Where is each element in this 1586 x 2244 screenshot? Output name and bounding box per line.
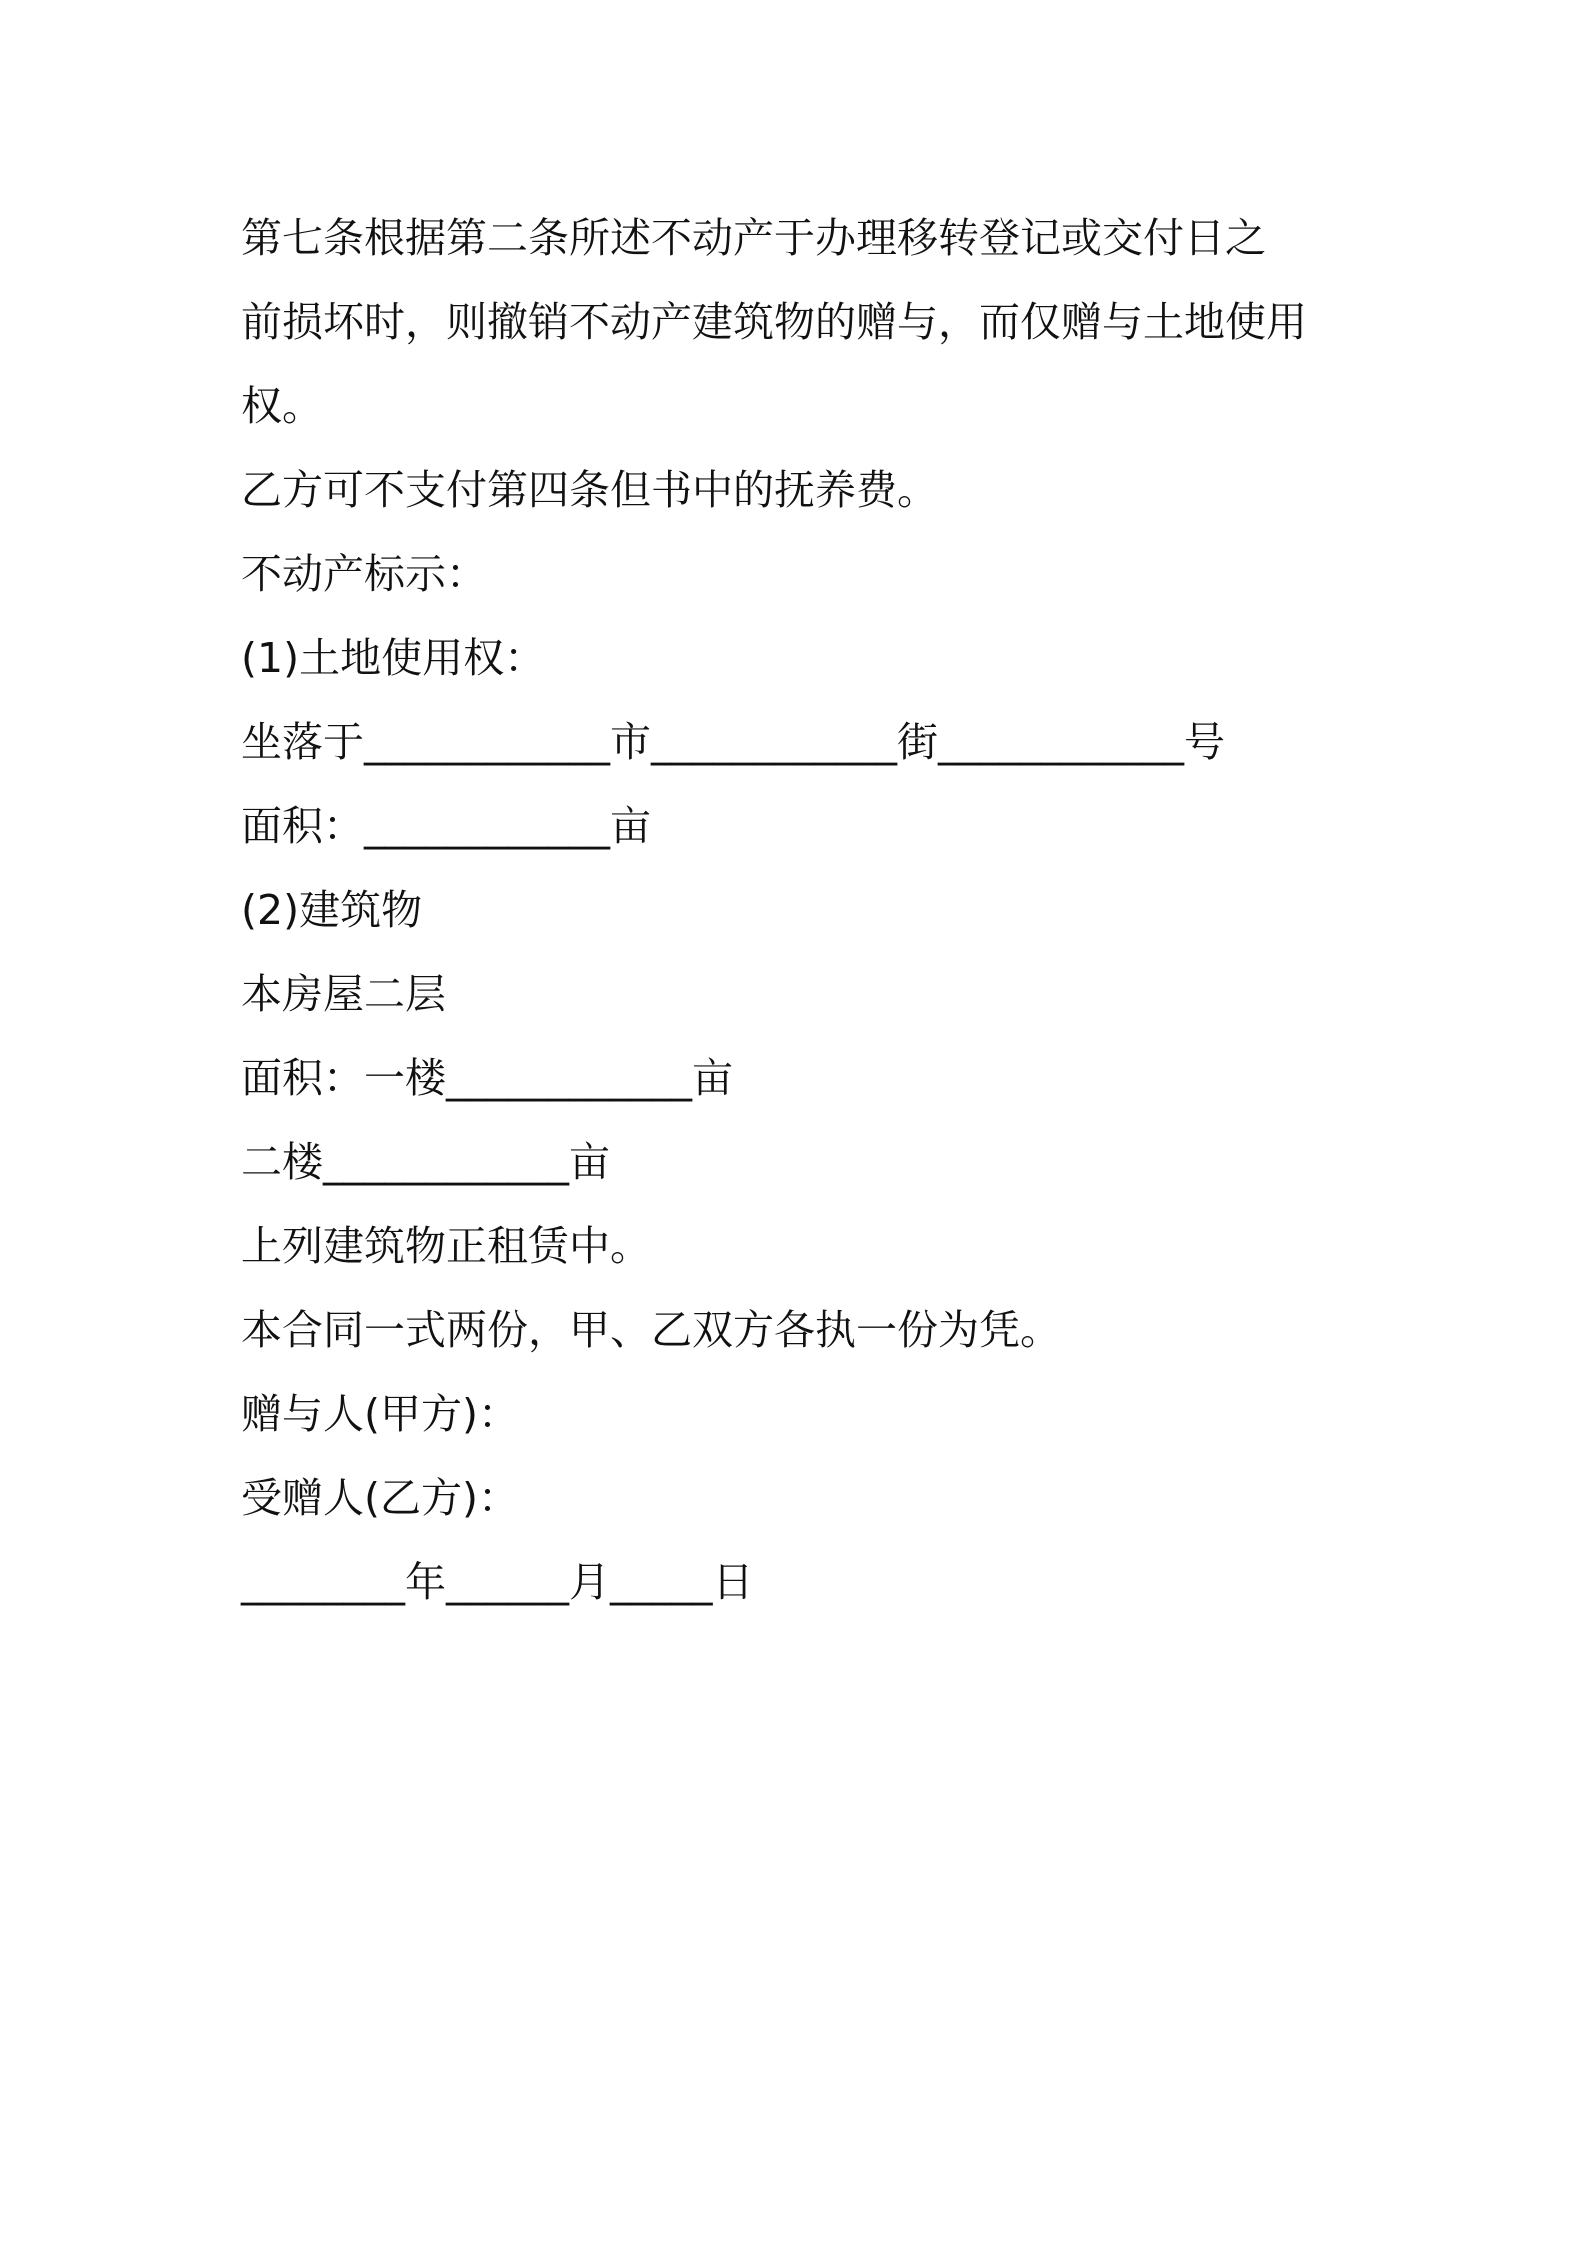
property-description-heading: 不动产标示： bbox=[241, 550, 487, 598]
building-heading: (2)建筑物 bbox=[241, 886, 423, 934]
land-area-fill-line: 面积：____________亩 bbox=[241, 802, 651, 850]
document-body bbox=[241, 196, 1361, 1624]
article-seven-line-2: 前损坏时，则撤销不动产建筑物的赠与，而仅赠与土地使用 bbox=[241, 298, 1307, 346]
article-seven-line-3: 权。 bbox=[241, 382, 323, 430]
article-seven-line-1: 第七条根据第二条所述不动产于办理移转登记或交付日之 bbox=[241, 214, 1266, 262]
second-floor-area-fill-line: 二楼____________亩 bbox=[241, 1138, 610, 1186]
building-floors-text: 本房屋二层 bbox=[241, 970, 446, 1018]
donee-signature-label: 受赠人(乙方)： bbox=[241, 1474, 519, 1522]
lease-status-text: 上列建筑物正租赁中。 bbox=[241, 1222, 651, 1270]
first-floor-area-fill-line: 面积：一楼____________亩 bbox=[241, 1054, 733, 1102]
support-fee-clause: 乙方可不支付第四条但书中的抚养费。 bbox=[241, 466, 938, 514]
donor-signature-label: 赠与人(甲方)： bbox=[241, 1390, 519, 1438]
land-use-right-heading: (1)土地使用权： bbox=[241, 634, 546, 682]
location-fill-line: 坐落于____________市____________街____________号 bbox=[241, 718, 1225, 766]
contract-copies-clause: 本合同一式两份，甲、乙双方各执一份为凭。 bbox=[241, 1306, 1061, 1354]
date-fill-line: ________年______月_____日 bbox=[241, 1558, 754, 1606]
